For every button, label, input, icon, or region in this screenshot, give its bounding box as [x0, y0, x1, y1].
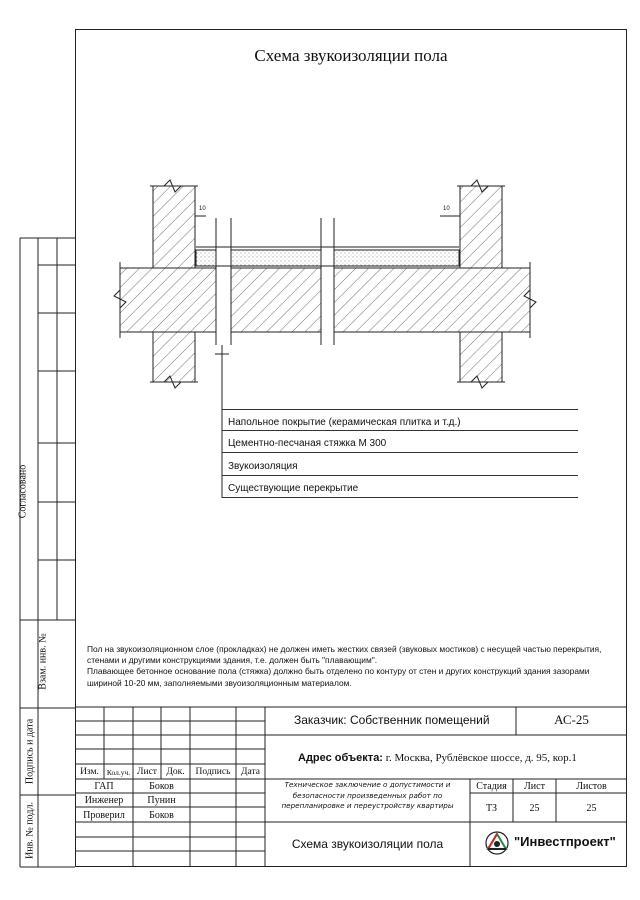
stamp-agreed: Согласовано: [17, 464, 29, 519]
stage-header: Стадия: [476, 781, 507, 792]
address-label: Адрес объекта:: [298, 752, 383, 764]
legend-existing-slab: Существующие перекрытие: [222, 476, 578, 498]
header-doc: Док.: [166, 767, 185, 777]
person-name-3: Боков: [149, 810, 174, 821]
person-role-3: Проверил: [83, 810, 125, 821]
stamp-replaced-inv: Взам. инв. №: [37, 633, 49, 690]
project-code: АС-25: [554, 712, 589, 727]
code-cell: [516, 712, 627, 728]
person-name-2: Пунин: [147, 795, 176, 806]
address-value: г. Москва, Рублёвское шоссе, д. 95, кор.1: [385, 752, 577, 764]
header-date: Дата: [241, 767, 260, 777]
stamp-inv-original: Инв. № подл.: [24, 802, 36, 859]
header-signature: Подпись: [195, 767, 231, 777]
dimension-label-left: 10: [199, 206, 206, 212]
legend-screed: Цементно-песчаная стяжка М 300: [222, 431, 578, 453]
dimension-label-right: 10: [443, 206, 450, 212]
header-sheet: Лист: [137, 767, 157, 777]
address-row: [298, 752, 577, 764]
legend-floor-covering: Напольное покрытие (керамическая плитка и т.д.): [222, 409, 578, 431]
header-change: Изм.: [80, 767, 99, 777]
sheets-header: Листов: [576, 781, 607, 792]
company-logo-icon: [484, 830, 512, 856]
customer-row: [294, 713, 490, 727]
stamp-signature-date: Подпись и дата: [24, 718, 36, 785]
legend-soundproofing: Звукоизоляция: [222, 454, 578, 476]
work-description: Техническое заключение о допустимости и безопасности произведенных работ по перепланировке и переустройству квартиры: [281, 780, 454, 810]
sheets-value: 25: [586, 803, 597, 814]
sheet-name: Схема звукоизоляции пола: [291, 837, 444, 851]
stage-value: ТЗ: [485, 803, 498, 814]
header-count: Кол.уч.: [106, 768, 131, 777]
sheet-header: Лист: [524, 781, 545, 792]
person-role-2: Инженер: [84, 795, 124, 806]
sheet-value: 25: [529, 803, 540, 814]
drawing-title: Схема звукоизоляции пола: [254, 46, 448, 65]
company-name: "Инвестпроект": [514, 834, 616, 849]
customer-value: Собственник помещений: [349, 713, 490, 727]
note-1: Пол на звукоизоляционном слое (прокладках) не должен иметь жестких связей (звуковых мостиков) с несущей частью перекрытия, стенами и другими конструкциями здания, т.е. должен быть "плавающим".: [87, 644, 602, 666]
customer-label: Заказчик:: [294, 713, 347, 727]
person-role-1: ГАП: [94, 781, 114, 792]
person-name-1: Боков: [149, 781, 174, 792]
note-2: Плавающее бетонное основание пола (стяжка) должно быть отделено по контуру от стен и других конструкций здания зазорами шириной 10-20 мм, заполняемыми звуоизоляционным материалом.: [87, 666, 590, 688]
